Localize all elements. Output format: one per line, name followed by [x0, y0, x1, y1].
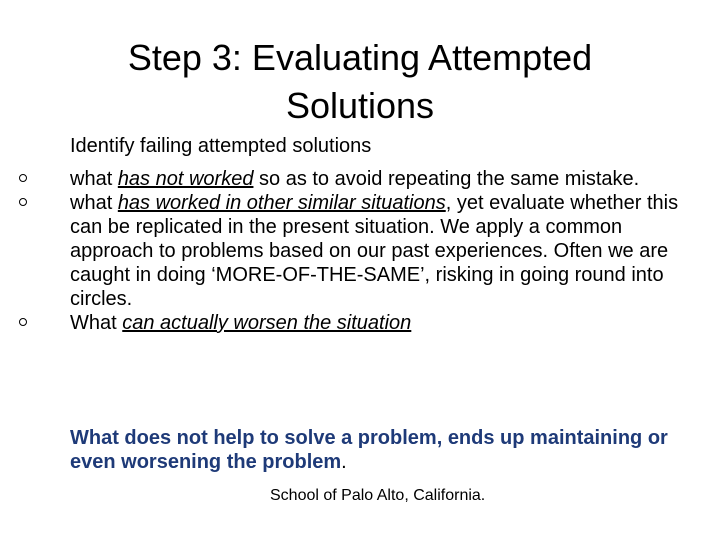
slide-title — [60, 34, 660, 130]
conclusion-period: . — [341, 451, 347, 473]
bullet-item — [70, 167, 690, 191]
conclusion-text — [70, 426, 690, 474]
bullet-pre: what — [70, 168, 118, 190]
bullet-pre: What — [70, 312, 123, 334]
bullet-item — [70, 311, 690, 335]
source-citation: School of Palo Alto, California. — [270, 487, 486, 504]
bullet-item — [70, 191, 690, 311]
bullet-list — [70, 167, 690, 335]
bullet-emphasis: has not worked — [117, 168, 254, 190]
bullet-post: , yet evaluate whether this can be replicated in the present situation. We apply a common approach to problems based on our past experiences. Often we are caught in doing ‘MORE-OF-THE-SAME’, risking in going round into circles. — [70, 192, 679, 310]
bullet-post: so as to avoid repeating the same mistake. — [253, 168, 640, 190]
bullet-pre: what — [70, 192, 118, 214]
bullet-emphasis: has worked in other similar situations — [117, 192, 446, 214]
title-line-2: Solutions — [285, 85, 435, 126]
intro-text: Identify failing attempted solutions — [70, 135, 372, 157]
conclusion-body: What does not help to solve a problem, ends up maintaining or even worsening the problem — [70, 427, 668, 473]
title-line-1: Step 3: Evaluating Attempted — [127, 37, 593, 78]
bullet-emphasis: can actually worsen the situation — [122, 312, 412, 334]
